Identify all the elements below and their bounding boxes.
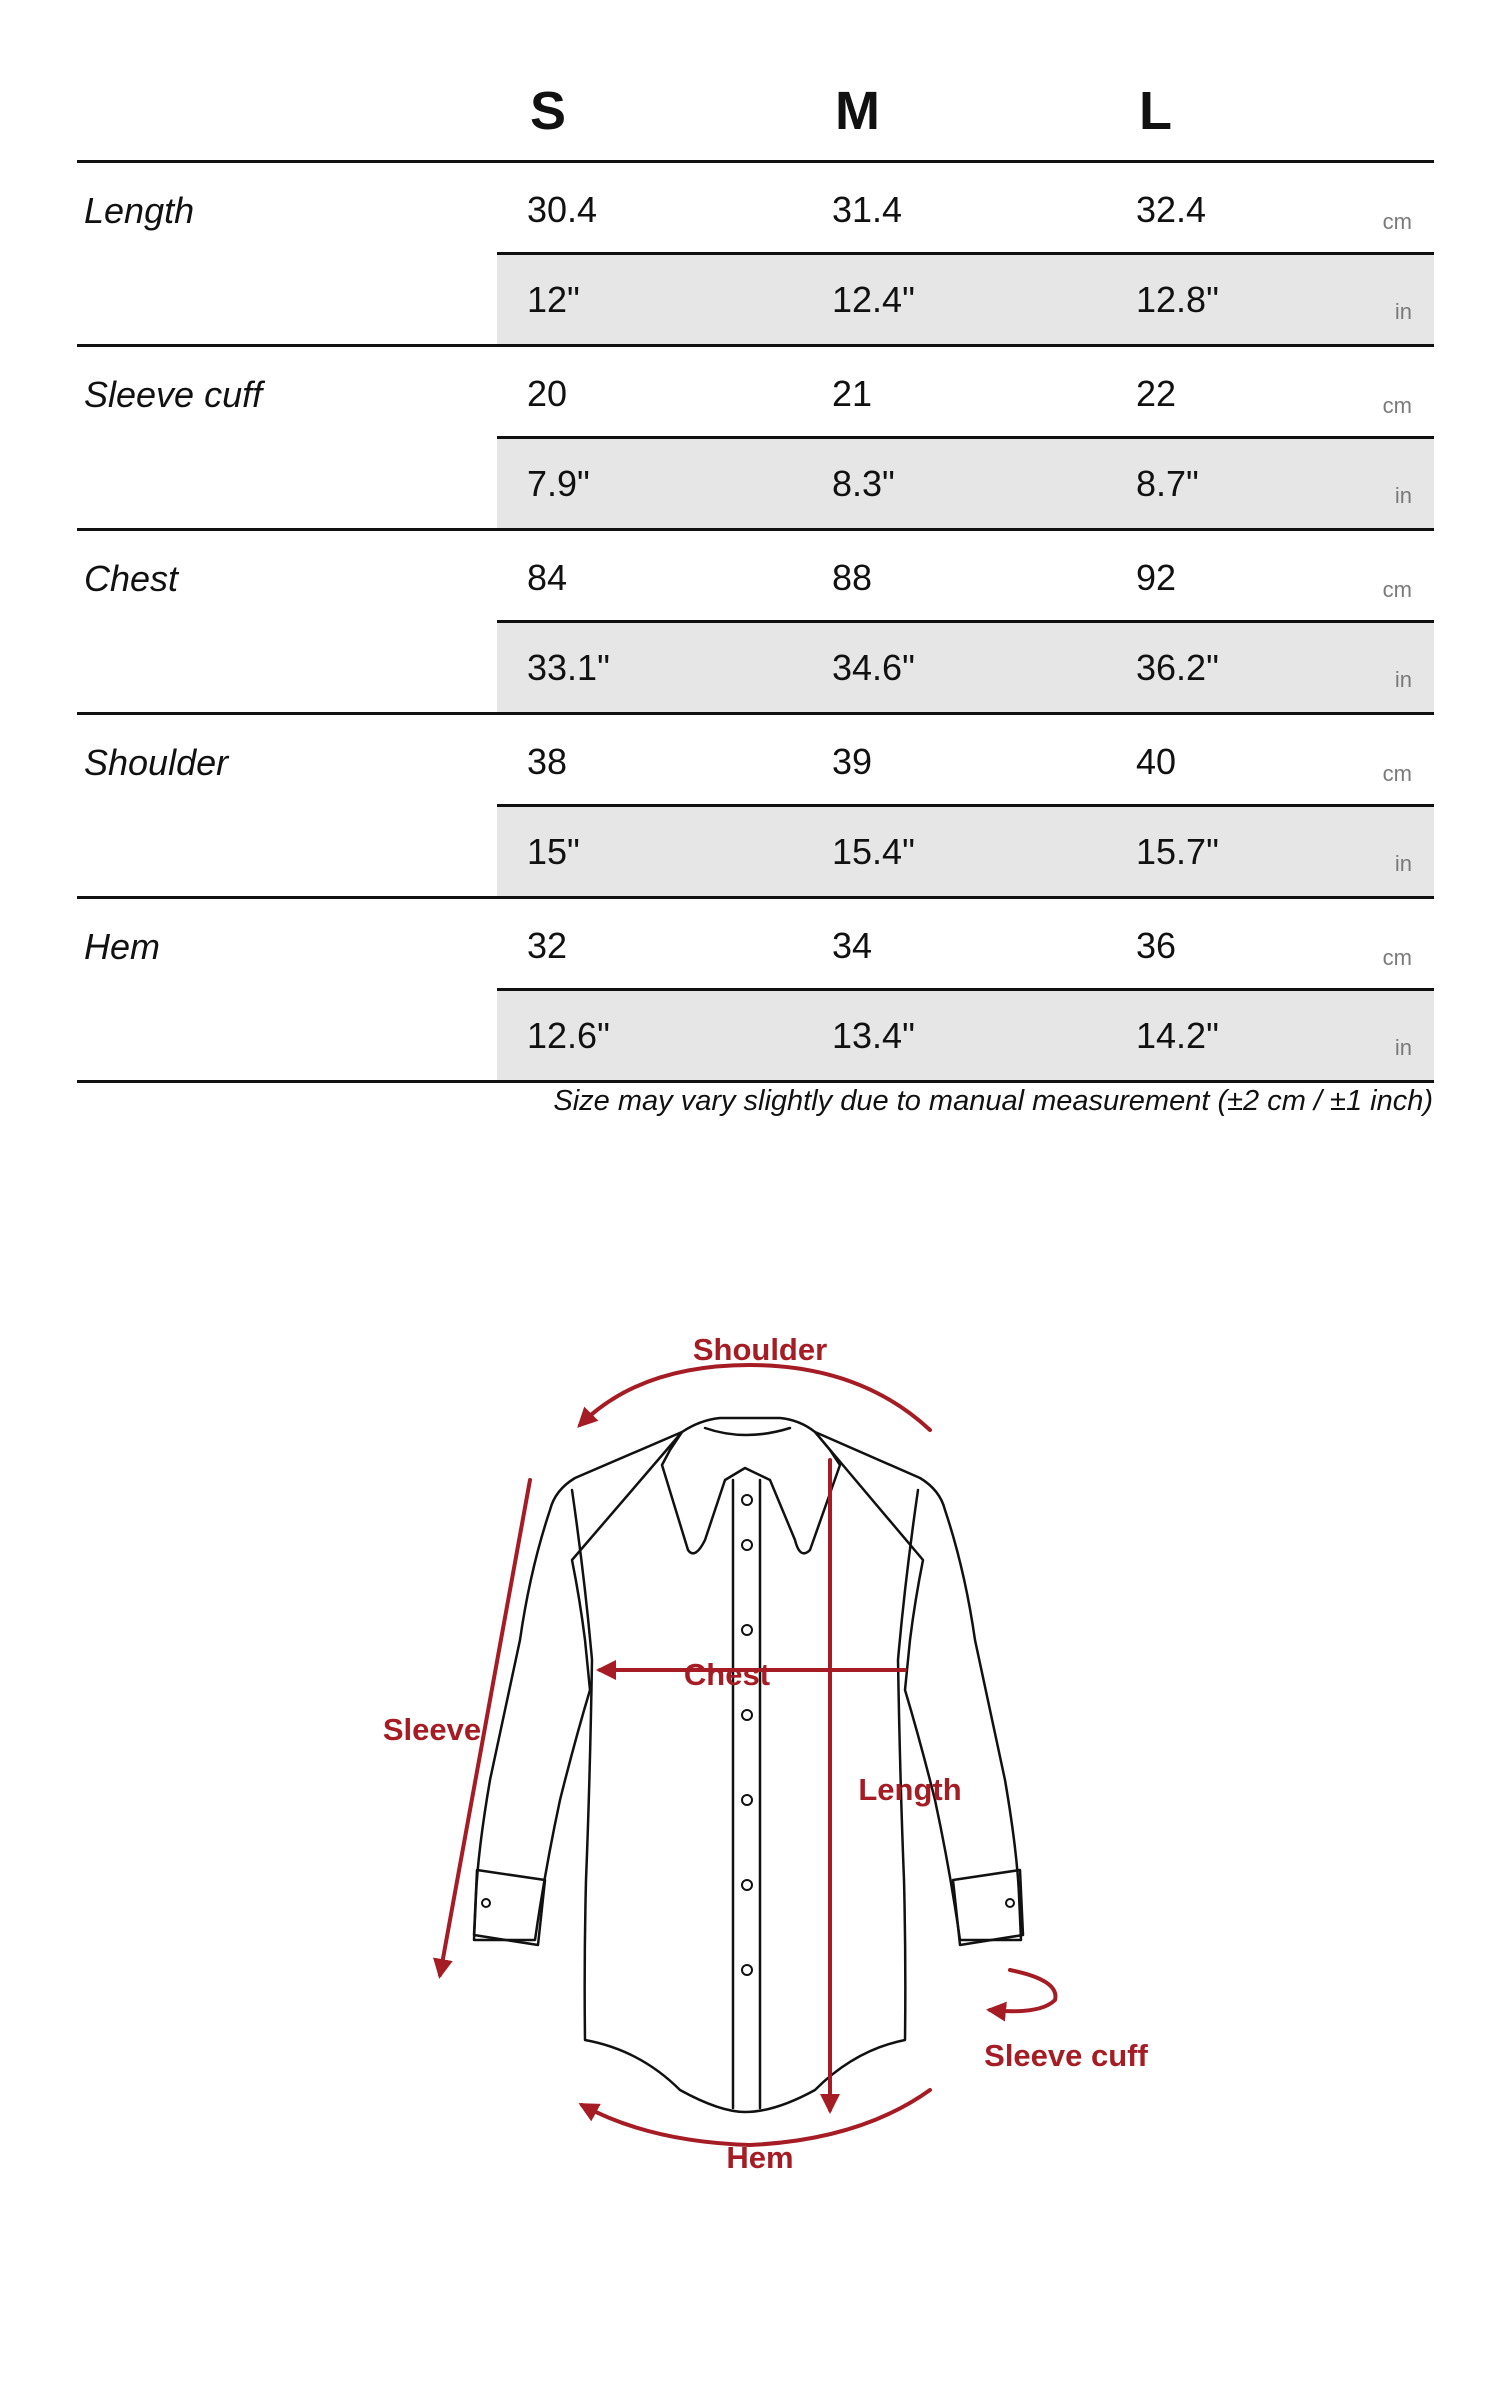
button-icon [742, 1795, 752, 1805]
measurement-label: Chest [84, 558, 179, 599]
value-s-cm: 20 [527, 373, 568, 414]
cm-row [497, 715, 1434, 804]
button-icon [482, 1899, 490, 1907]
value-s-cm: 30.4 [527, 189, 598, 230]
button-icon [742, 1625, 752, 1635]
size-l-header: L [1139, 81, 1172, 141]
button-icon [742, 1540, 752, 1550]
hem-label: Hem [726, 2140, 794, 2175]
measurement-group-sleeve-cuff [77, 347, 1434, 531]
value-s-cm: 38 [527, 741, 568, 782]
shirt-left-side [474, 1432, 682, 1940]
unit-cm-label: cm [1382, 761, 1412, 786]
button-icon [742, 1710, 752, 1720]
value-l-in: 12.8" [1136, 279, 1219, 320]
value-s-cm: 32 [527, 925, 568, 966]
inch-row [497, 620, 1434, 712]
cm-row [497, 163, 1434, 252]
unit-cm-label: cm [1382, 945, 1412, 970]
unit-in-label: in [1394, 851, 1412, 876]
value-l-in: 36.2" [1136, 647, 1219, 688]
measurement-group-chest [77, 531, 1434, 715]
length-label: Length [858, 1772, 962, 1807]
right-cuff [953, 1870, 1023, 1945]
value-l-cm: 36 [1136, 925, 1177, 966]
unit-in-label: in [1394, 483, 1412, 508]
button-icon [742, 1495, 752, 1505]
measurement-label: Hem [84, 926, 161, 967]
sleeve-cuff-label: Sleeve cuff [984, 2038, 1148, 2073]
value-m-in: 13.4" [832, 1015, 915, 1056]
value-l-cm: 32.4 [1136, 189, 1207, 230]
value-m-in: 15.4" [832, 831, 915, 872]
value-s-in: 12" [527, 279, 580, 320]
value-l-cm: 92 [1136, 557, 1177, 598]
size-s-header: S [530, 81, 567, 141]
shirt-placket [733, 1480, 760, 2108]
value-l-cm: 40 [1136, 741, 1177, 782]
shirt-measurement-diagram [0, 1280, 1500, 2200]
value-s-in: 33.1" [527, 647, 610, 688]
unit-in-label: in [1394, 1035, 1412, 1060]
measurement-group-length [77, 163, 1434, 347]
measurement-note: Size may vary slightly due to manual measurement (±2 cm / ±1 inch) [553, 1085, 1433, 1117]
measurement-group-shoulder [77, 715, 1434, 899]
unit-cm-label: cm [1382, 577, 1412, 602]
value-m-cm: 21 [832, 373, 873, 414]
button-icon [1006, 1899, 1014, 1907]
measurement-label: Shoulder [84, 742, 229, 783]
shoulder-label: Shoulder [692, 1332, 828, 1367]
shoulder-arrow [580, 1365, 930, 1430]
inch-row [497, 988, 1434, 1080]
unit-cm-label: cm [1382, 209, 1412, 234]
chest-label: Chest [683, 1657, 771, 1692]
value-m-in: 12.4" [832, 279, 915, 320]
cm-row [497, 899, 1434, 988]
value-m-cm: 88 [832, 557, 873, 598]
unit-cm-label: cm [1382, 393, 1412, 418]
value-m-in: 8.3" [832, 463, 895, 504]
shirt-outline [474, 1418, 1023, 2112]
button-icon [742, 1880, 752, 1890]
value-l-cm: 22 [1136, 373, 1177, 414]
value-s-cm: 84 [527, 557, 568, 598]
value-m-cm: 34 [832, 925, 873, 966]
value-l-in: 15.7" [1136, 831, 1219, 872]
value-s-in: 12.6" [527, 1015, 610, 1056]
shirt-collar [662, 1418, 840, 1553]
hem-arrow [582, 2090, 930, 2145]
size-header-row [77, 0, 1434, 163]
sleeve-label: Sleeve [382, 1712, 482, 1747]
shirt-right-side [815, 1432, 1021, 1940]
size-chart-table [77, 0, 1434, 1083]
measurement-group-hem [77, 899, 1434, 1083]
measurement-label: Sleeve cuff [84, 374, 263, 415]
inch-row [497, 436, 1434, 528]
inch-row [497, 252, 1434, 344]
value-m-cm: 39 [832, 741, 873, 782]
value-s-in: 7.9" [527, 463, 590, 504]
value-s-in: 15" [527, 831, 580, 872]
unit-in-label: in [1394, 667, 1412, 692]
value-m-cm: 31.4 [832, 189, 903, 230]
button-icon [742, 1965, 752, 1975]
cm-row [497, 531, 1434, 620]
inch-row [497, 804, 1434, 896]
shirt-buttons [482, 1495, 1014, 1975]
sleeve-cuff-arrow [990, 1970, 1055, 2011]
cm-row [497, 347, 1434, 436]
value-l-in: 14.2" [1136, 1015, 1219, 1056]
value-m-in: 34.6" [832, 647, 915, 688]
measurement-label: Length [84, 190, 195, 231]
size-m-header: M [835, 81, 880, 141]
value-l-in: 8.7" [1136, 463, 1199, 504]
unit-in-label: in [1394, 299, 1412, 324]
collar-band [705, 1428, 790, 1435]
